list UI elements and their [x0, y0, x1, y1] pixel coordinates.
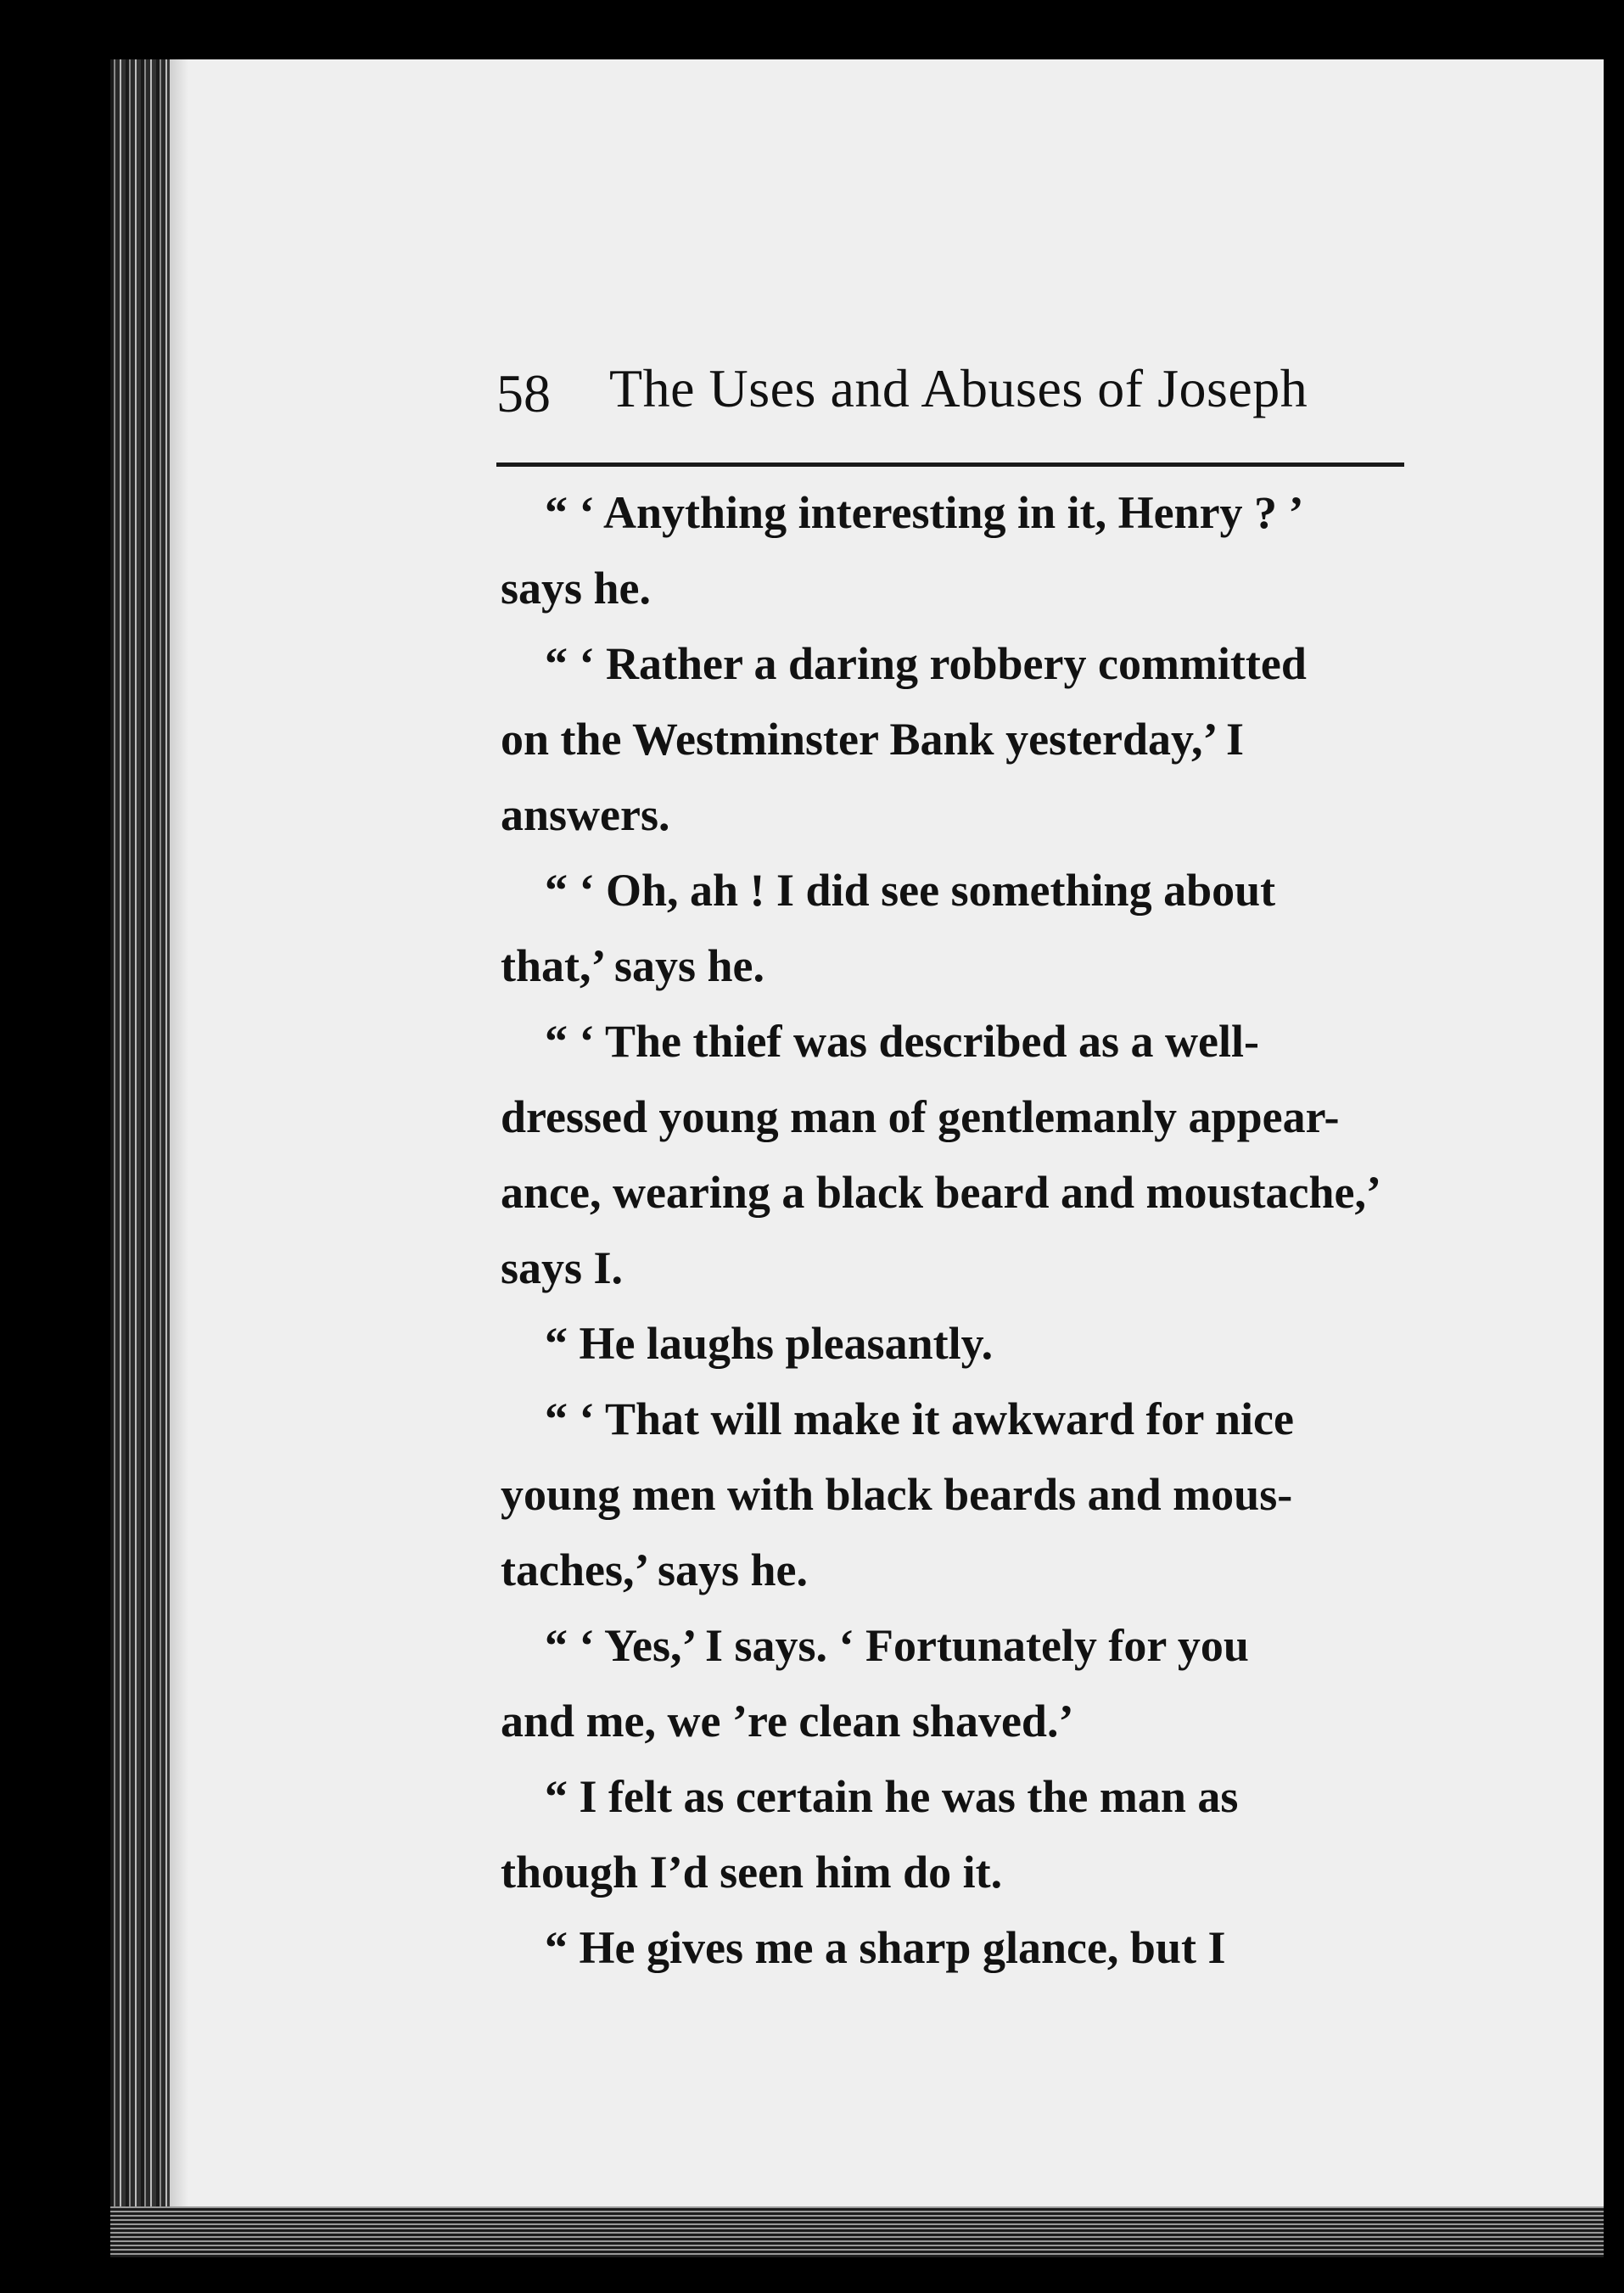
body-text: [501, 475, 1408, 1986]
text-line: answers.: [501, 789, 670, 840]
page-number: 58: [496, 363, 551, 423]
text-line: that,’ says he.: [501, 940, 765, 991]
text-line: “ ‘ Rather a daring robbery committed: [545, 638, 1307, 689]
running-title: The Uses and Abuses of Joseph: [609, 358, 1308, 418]
text-line: and me, we ’re clean shaved.’: [501, 1696, 1074, 1746]
page-gutter-shadow: [170, 59, 188, 2249]
text-line: “ I felt as certain he was the man as: [545, 1771, 1239, 1822]
text-line: “ ‘ The thief was described as a well-: [545, 1016, 1259, 1067]
text-line: “ He gives me a sharp glance, but I: [545, 1922, 1226, 1973]
running-header: [496, 348, 1404, 441]
text-line: though I’d seen him do it.: [501, 1847, 1003, 1898]
text-line: says I.: [501, 1242, 624, 1293]
page-bottom-edge: [110, 2206, 1604, 2257]
text-line: “ ‘ That will make it awkward for nice: [545, 1393, 1294, 1444]
text-line: says he.: [501, 563, 652, 614]
text-line: dressed young man of gentlemanly appear-: [501, 1091, 1340, 1142]
text-line: taches,’ says he.: [501, 1545, 808, 1595]
header-rule: [496, 463, 1404, 467]
text-line: on the Westminster Bank yesterday,’ I: [501, 714, 1245, 765]
text-line: “ ‘ Anything interesting in it, Henry ? ’: [545, 487, 1304, 538]
text-line: ance, wearing a black beard and moustache,’: [501, 1167, 1381, 1218]
text-line: “ ‘ Yes,’ I says. ‘ Fortunately for you: [545, 1620, 1249, 1671]
text-line: “ He laughs pleasantly.: [545, 1318, 994, 1369]
text-line: “ ‘ Oh, ah ! I did see something about: [545, 865, 1276, 916]
text-line: young men with black beards and mous-: [501, 1469, 1293, 1520]
